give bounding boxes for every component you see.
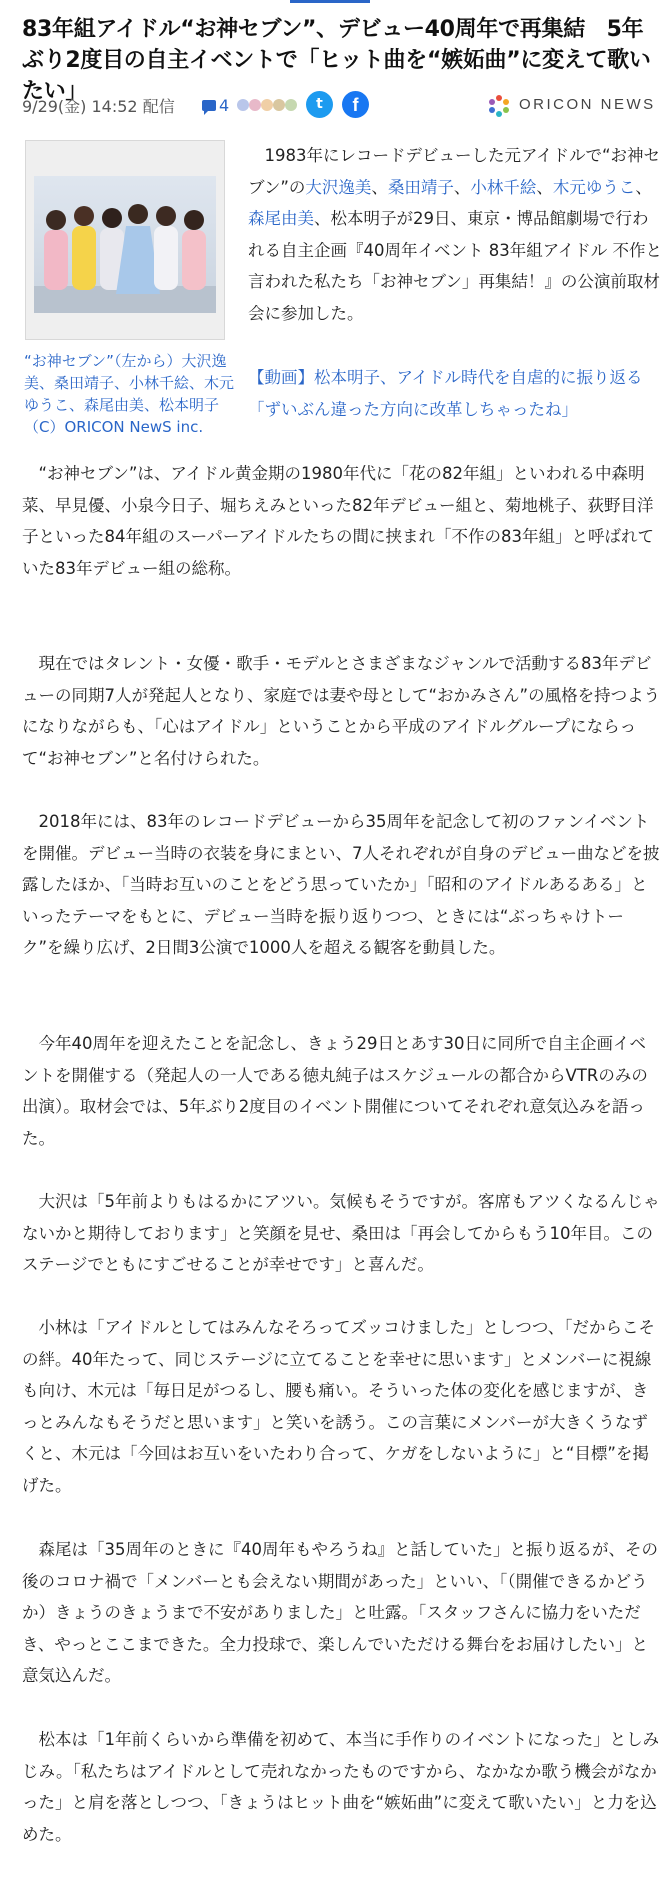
- article-paragraph: 大沢は「5年前よりもはるかにアツい。気候もそうですが。客席もアツくなるんじゃないかと期待しております」と笑顔を見せ、桑田は「再会してからもう10年目。このステージでともにすごせることが幸せです」と喜んだ。: [22, 1192, 660, 1274]
- article-paragraph-intro: [248, 140, 662, 329]
- separator-text: 、: [371, 177, 388, 197]
- top-accent-bar: [290, 0, 370, 3]
- separator-text: 、: [536, 177, 553, 197]
- publisher-name: ORICON NEWS: [519, 96, 656, 113]
- article-meta: [22, 90, 662, 122]
- article-paragraph: 小林は「アイドルとしてはみんなそろってズッコけました」としつつ、「だからこその絆。40年たって、同じステージに立てることを幸せに思います」とメンバーに視線も向け、木元は「毎日足がつるし、腰も痛い。そういった体の変化を感じますが、きっとみんなもそうだと思います」と笑いを誘う。この言葉にメンバーが大きくうなずくと、木元は「今回はお互いをいたわり合って、ケガをしないように」と“目標”を掲げた。: [22, 1318, 655, 1495]
- reaction-face-icon: [285, 99, 297, 111]
- article-photo[interactable]: [25, 140, 225, 340]
- person-link-osawa[interactable]: 大沢逸美: [305, 177, 372, 197]
- person-link-kimoto[interactable]: 木元ゆうこ: [552, 177, 636, 197]
- oricon-logo-icon: [487, 94, 511, 118]
- article-paragraph: 現在ではタレント・女優・歌手・モデルとさまざまなジャンルで活動する83年デビューの同期7人が発起人となり、家庭では妻や母として“おかみさん”の風格を持つようになりながらも、「心はアイドル」ということから平成のアイドルグループにならって“お神セブン”と名付けられた。: [22, 654, 661, 768]
- comment-icon: [202, 100, 216, 111]
- reaction-faces-icon[interactable]: [237, 99, 307, 113]
- publish-date: 9/29(金) 14:52 配信: [22, 97, 175, 116]
- article-paragraph: 森尾は「35周年のときに『40周年もやろうね』と話していた」と振り返るが、その後のコロナ禍で「メンバーとも会えない期間があった」といい、「（開催できるかどうか）きょうのきょうまで不安がありました」と吐露。「スタッフさんに協力をいただき、やっとここまできた。全力投球で、楽しんでいただける舞台をお届けしたい」と意気込んだ。: [22, 1540, 658, 1685]
- reaction-face-icon: [261, 99, 273, 111]
- twitter-icon[interactable]: t: [306, 91, 333, 118]
- person-link-morio[interactable]: 森尾由美: [248, 209, 314, 228]
- article-paragraph: 松本は「1年前くらいから準備を初めて、本当に手作りのイベントになった」としみじみ。「私たちはアイドルとして売れなかったものですから、なかなか歌う機会がなかった」と肩を落としつつ、「きょうはヒット曲を“嫉妬曲”に変えて歌いたい」と力を込めた。: [22, 1730, 660, 1844]
- group-photo-image: [34, 176, 216, 313]
- person-link-kobayashi[interactable]: 小林千絵: [470, 177, 537, 197]
- photo-caption: “お神セブン”（左から）大沢逸美、桑田靖子、小林千絵、木元ゆうこ、森尾由美、松本明子 （C）ORICON NewS inc.: [24, 352, 235, 436]
- article-headline: 83年組アイドル“お神セブン”、デビュー40周年で再集結 5年ぶり2度目の自主イベントで「ヒット曲を“嫉妬曲”に変えて歌いたい」: [22, 17, 651, 104]
- article-paragraph: “お神セブン”は、アイドル黄金期の1980年代に「花の82年組」といわれる中森明菜、早見優、小泉今日子、堀ちえみといった82年デビュー組と、菊地桃子、荻野目洋子といった84年組のスーパーアイドルたちの間に挟まれ「不作の83年組」と呼ばれていた83年デビュー組の総称。: [22, 464, 655, 578]
- intro-text: 1983年にレコードデビューした元アイドルで“お神セブン”の: [248, 146, 661, 197]
- person-link-kuwata[interactable]: 桑田靖子: [387, 177, 454, 197]
- video-link[interactable]: 【動画】松本明子、アイドル時代を自虐的に振り返る「ずいぶん違った方向に改革しちゃったね」: [248, 368, 643, 419]
- article-paragraph: 2018年には、83年のレコードデビューから35周年を記念して初のファンイベントを開催。デビュー当時の衣装を身にまとい、7人それぞれが自身のデビュー曲などを披露したほか、「当時お互いのことをどう思っていたか」「昭和のアイドルあるある」といったテーマをもとに、デビュー当時を振り返りつつ、ときには“ぶっちゃけトーク”を繰り広げ、2日間3公演で1000人を超える観客を動員した。: [22, 812, 660, 957]
- separator-text: 、: [453, 177, 471, 197]
- intro-text-rest: 、松本明子が29日、東京・博品館劇場で行われる自主企画『40周年イベント 83年組アイドル 不作と言われた私たち「お神セブン」再集結！』の公演前取材会に参加した。: [248, 209, 662, 323]
- reaction-face-icon: [237, 99, 249, 111]
- separator-text: 、: [635, 177, 652, 197]
- publisher-logo[interactable]: [487, 92, 662, 120]
- facebook-icon[interactable]: f: [342, 91, 369, 118]
- comment-count: 4: [219, 96, 230, 115]
- reaction-face-icon: [273, 99, 285, 111]
- reaction-face-icon: [249, 99, 261, 111]
- article-paragraph: 今年40周年を迎えたことを記念し、きょう29日とあす30日に同所で自主企画イベントを開催する（発起人の一人である徳丸純子はスケジュールの都合からVTRのみの出演）。取材会では、5年ぶり2度目のイベント開催についてそれぞれ意気込みを語った。: [22, 1034, 648, 1148]
